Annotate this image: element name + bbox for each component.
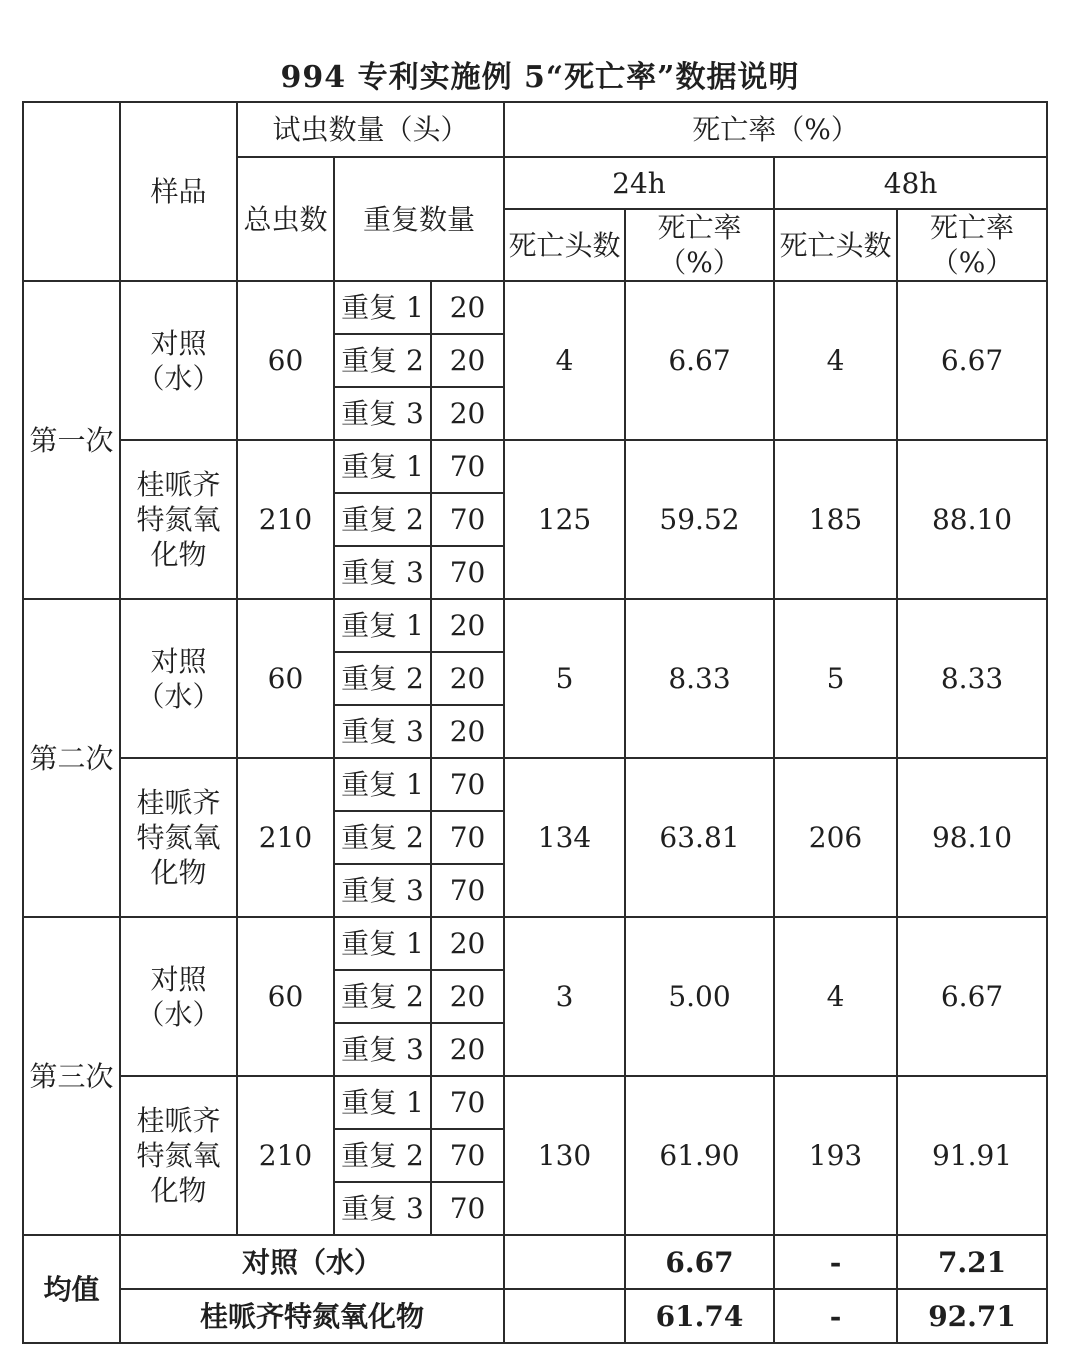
sample-name-line: 特氮氧	[136, 503, 221, 536]
mean-dead-count-48h: -	[774, 1289, 897, 1343]
dead-count-48h-value: 193	[774, 1076, 897, 1235]
mortality-rate-24h-value: 61.90	[625, 1076, 774, 1235]
table-row	[23, 758, 1047, 811]
replicate-count-value: 70	[431, 811, 504, 864]
round-label: 第一次	[23, 281, 120, 599]
replicate-count-value: 20	[431, 917, 504, 970]
replicate-count-value: 70	[431, 493, 504, 546]
sample-name-line: 特氮氧	[136, 1139, 221, 1172]
header-mortality-rate-48h: 死亡率（%）	[897, 209, 1047, 281]
round-label: 第三次	[23, 917, 120, 1235]
mean-mortality-rate-48h: 7.21	[897, 1235, 1047, 1289]
mean-mortality-rate-24h: 6.67	[625, 1235, 774, 1289]
replicate-label: 重复 3	[334, 1182, 431, 1235]
mortality-rate-24h-value: 5.00	[625, 917, 774, 1076]
header-mortality: 死亡率（%）	[504, 102, 1047, 157]
replicate-count-value: 20	[431, 1023, 504, 1076]
table-row	[23, 917, 1047, 970]
header-sample: 样品	[120, 102, 237, 281]
sample-name-line: 对照	[150, 644, 207, 678]
sample-name-line: 化物	[150, 538, 207, 571]
sample-name-line: 对照	[150, 326, 207, 360]
mortality-rate-24h-value: 8.33	[625, 599, 774, 758]
header-48h: 48h	[774, 157, 1047, 209]
total-insects-value: 210	[237, 440, 334, 599]
replicate-label: 重复 3	[334, 864, 431, 917]
sample-name-line: 桂哌齐	[136, 468, 221, 501]
sample-name	[120, 281, 237, 440]
sample-name-line: 桂哌齐	[136, 786, 221, 819]
replicate-count-value: 20	[431, 970, 504, 1023]
mean-sample-name: 对照（水）	[120, 1235, 504, 1289]
mean-row	[23, 1289, 1047, 1343]
replicate-label: 重复 2	[334, 652, 431, 705]
replicate-count-value: 20	[431, 334, 504, 387]
total-insects-value: 210	[237, 758, 334, 917]
mortality-rate-48h-value: 88.10	[897, 440, 1047, 599]
replicate-label: 重复 1	[334, 917, 431, 970]
header-mortality-rate-24h: 死亡率（%）	[625, 209, 774, 281]
replicate-count-value: 20	[431, 652, 504, 705]
replicate-label: 重复 3	[334, 1023, 431, 1076]
document-title: 994 专利实施例 5“死亡率”数据说明	[280, 60, 800, 95]
sample-name-line: （水）	[136, 361, 221, 395]
dead-count-24h-value: 125	[504, 440, 625, 599]
replicate-label: 重复 3	[334, 705, 431, 758]
replicate-label: 重复 1	[334, 758, 431, 811]
mean-dead-count-24h	[504, 1235, 625, 1289]
replicate-label: 重复 1	[334, 599, 431, 652]
dead-count-48h-value: 4	[774, 917, 897, 1076]
sample-name-line: 特氮氧	[136, 821, 221, 854]
mean-mortality-rate-48h: 92.71	[897, 1289, 1047, 1343]
mortality-rate-48h-value: 6.67	[897, 281, 1047, 440]
total-insects-value: 60	[237, 917, 334, 1076]
sample-name	[120, 758, 237, 917]
sample-name-line: （水）	[136, 997, 221, 1031]
header-insect-count: 试虫数量（头）	[237, 102, 504, 157]
replicate-label: 重复 2	[334, 493, 431, 546]
replicate-label: 重复 3	[334, 546, 431, 599]
round-label: 第二次	[23, 599, 120, 917]
table-row	[23, 1076, 1047, 1129]
dead-count-48h-value: 4	[774, 281, 897, 440]
replicate-label: 重复 1	[334, 1076, 431, 1129]
corner-cell	[23, 102, 120, 281]
total-insects-value: 210	[237, 1076, 334, 1235]
sample-name	[120, 440, 237, 599]
replicate-count-value: 70	[431, 864, 504, 917]
replicate-label: 重复 2	[334, 811, 431, 864]
total-insects-value: 60	[237, 281, 334, 440]
mortality-rate-48h-value: 98.10	[897, 758, 1047, 917]
dead-count-24h-value: 3	[504, 917, 625, 1076]
sample-name	[120, 917, 237, 1076]
mortality-rate-24h-value: 63.81	[625, 758, 774, 917]
replicate-count-value: 20	[431, 705, 504, 758]
replicate-label: 重复 1	[334, 440, 431, 493]
mortality-rate-24h-value: 6.67	[625, 281, 774, 440]
replicate-count-value: 70	[431, 758, 504, 811]
mortality-data-table	[22, 101, 1048, 1344]
sample-name-line: 化物	[150, 856, 207, 889]
sample-name-line: 化物	[150, 1174, 207, 1207]
replicate-count-value: 70	[431, 1182, 504, 1235]
dead-count-24h-value: 4	[504, 281, 625, 440]
header-total-insects: 总虫数	[237, 157, 334, 281]
header-replicate-count: 重复数量	[334, 157, 504, 281]
replicate-label: 重复 1	[334, 281, 431, 334]
replicate-label: 重复 3	[334, 387, 431, 440]
mortality-rate-48h-value: 8.33	[897, 599, 1047, 758]
dead-count-48h-value: 185	[774, 440, 897, 599]
header-dead-count-48h: 死亡头数	[774, 209, 897, 281]
mean-mortality-rate-24h: 61.74	[625, 1289, 774, 1343]
replicate-count-value: 70	[431, 546, 504, 599]
mortality-rate-48h-value: 91.91	[897, 1076, 1047, 1235]
replicate-label: 重复 2	[334, 1129, 431, 1182]
dead-count-24h-value: 5	[504, 599, 625, 758]
replicate-label: 重复 2	[334, 970, 431, 1023]
replicate-count-value: 20	[431, 387, 504, 440]
dead-count-24h-value: 134	[504, 758, 625, 917]
mortality-rate-24h-value: 59.52	[625, 440, 774, 599]
mean-sample-name: 桂哌齐特氮氧化物	[120, 1289, 504, 1343]
replicate-count-value: 20	[431, 281, 504, 334]
mortality-rate-48h-value: 6.67	[897, 917, 1047, 1076]
table-row	[23, 440, 1047, 493]
table-row	[23, 599, 1047, 652]
replicate-label: 重复 2	[334, 334, 431, 387]
dead-count-48h-value: 5	[774, 599, 897, 758]
replicate-count-value: 20	[431, 599, 504, 652]
replicate-count-value: 70	[431, 440, 504, 493]
dead-count-24h-value: 130	[504, 1076, 625, 1235]
sample-name-line: 对照	[150, 962, 207, 996]
table-row	[23, 281, 1047, 334]
sample-name-line: （水）	[136, 679, 221, 713]
mean-row	[23, 1235, 1047, 1289]
sample-name	[120, 599, 237, 758]
sample-name	[120, 1076, 237, 1235]
replicate-count-value: 70	[431, 1129, 504, 1182]
dead-count-48h-value: 206	[774, 758, 897, 917]
total-insects-value: 60	[237, 599, 334, 758]
replicate-count-value: 70	[431, 1076, 504, 1129]
mean-label: 均值	[23, 1235, 120, 1343]
mean-dead-count-48h: -	[774, 1235, 897, 1289]
header-dead-count-24h: 死亡头数	[504, 209, 625, 281]
sample-name-line: 桂哌齐	[136, 1104, 221, 1137]
mean-dead-count-24h	[504, 1289, 625, 1343]
header-24h: 24h	[504, 157, 774, 209]
